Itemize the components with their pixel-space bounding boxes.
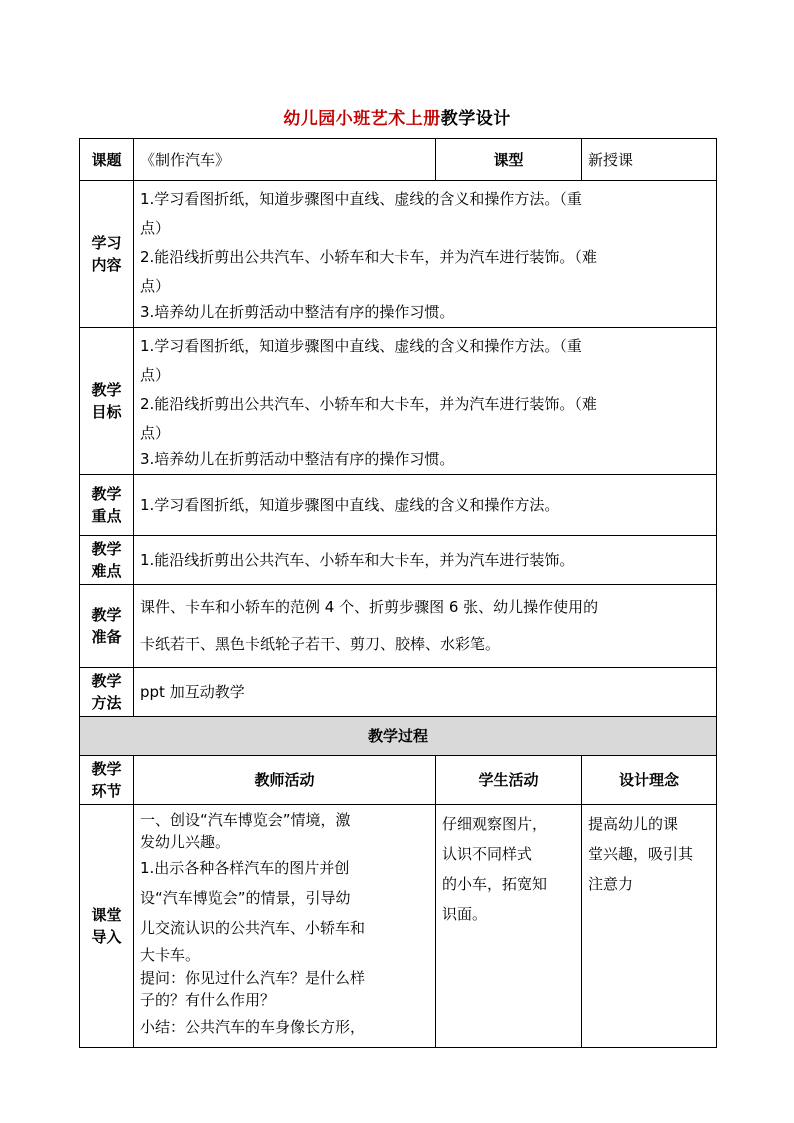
- content-label: 学习 内容: [80, 181, 134, 328]
- lesson-plan-table: [79, 138, 717, 1048]
- method-text: ppt 加互动教学: [134, 668, 717, 717]
- content-row: [80, 181, 717, 328]
- type-value: 新授课: [582, 139, 717, 181]
- type-label: 课型: [436, 139, 582, 181]
- document-title: [0, 104, 794, 129]
- intro-student-activity: 仔细观察图片， 认识不同样式 的小车，拓宽知 识面。: [436, 805, 582, 1048]
- method-label: 教学 方法: [80, 668, 134, 717]
- stage-col-header: 教学 环节: [80, 756, 134, 805]
- goals-text: 1.学习看图折纸，知道步骤图中直线、虚线的含义和操作方法。（重 点） 2.能沿线折剪出公共汽车、小轿车和大卡车，并为汽车进行装饰。（难 点） 3.培养幼儿在折剪活动中整洁有序的操作习惯。: [134, 328, 717, 475]
- subject-label: 课题: [80, 139, 134, 181]
- title-suffix: 教学设计: [440, 109, 511, 129]
- goals-label: 教学 目标: [80, 328, 134, 475]
- subject-value: 《制作汽车》: [134, 139, 436, 181]
- key-text: 1.学习看图折纸，知道步骤图中直线、虚线的含义和操作方法。: [134, 475, 717, 536]
- subject-row: [80, 139, 717, 181]
- intro-teacher-activity: 一、创设“汽车博览会”情境，激 发幼儿兴趣。 1.出示各种各样汽车的图片并创 设“汽车博览会”的情景，引导幼 儿交流认识的公共汽车、小轿车和 大卡车。 提问：你见过什么汽车？是什么样 子的？有什么作用？ 小结：公共汽车的车身像长方形，: [134, 805, 436, 1048]
- intro-stage-label: 课堂 导入: [80, 805, 134, 1048]
- prep-label: 教学 准备: [80, 585, 134, 668]
- student-col-header: 学生活动: [436, 756, 582, 805]
- concept-col-header: 设计理念: [582, 756, 717, 805]
- difficulty-text: 1.能沿线折剪出公共汽车、小轿车和大卡车，并为汽车进行装饰。: [134, 536, 717, 585]
- teacher-col-header: 教师活动: [134, 756, 436, 805]
- process-columns-row: [80, 756, 717, 805]
- difficulty-label: 教学 难点: [80, 536, 134, 585]
- process-header-row: [80, 717, 717, 756]
- process-title: 教学过程: [80, 717, 717, 756]
- key-row: [80, 475, 717, 536]
- intro-design-concept: 提高幼儿的课 堂兴趣，吸引其 注意力: [582, 805, 717, 1048]
- intro-row: [80, 805, 717, 1048]
- method-row: [80, 668, 717, 717]
- prep-text: 课件、卡车和小轿车的范例 4 个、折剪步骤图 6 张、幼儿操作使用的 卡纸若干、黑色卡纸轮子若干、剪刀、胶棒、水彩笔。: [134, 585, 717, 668]
- key-label: 教学 重点: [80, 475, 134, 536]
- title-course: 幼儿园小班艺术上册: [283, 109, 441, 129]
- content-text: 1.学习看图折纸，知道步骤图中直线、虚线的含义和操作方法。（重 点） 2.能沿线折剪出公共汽车、小轿车和大卡车，并为汽车进行装饰。（难 点） 3.培养幼儿在折剪活动中整洁有序的操作习惯。: [134, 181, 717, 328]
- difficulty-row: [80, 536, 717, 585]
- prep-row: [80, 585, 717, 668]
- goals-row: [80, 328, 717, 475]
